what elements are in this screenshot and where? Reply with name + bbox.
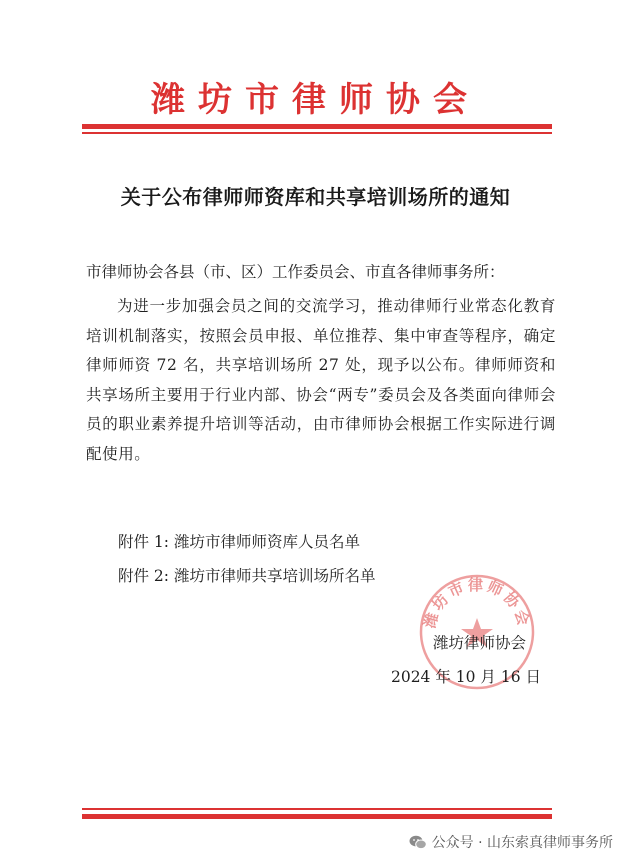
- seal-text: 潍坊市律师协会: [420, 576, 534, 631]
- watermark-text: 公众号 · 山东索真律师事务所: [431, 835, 613, 851]
- watermark: [409, 832, 613, 852]
- org-header: 潍坊市律师协会: [151, 80, 480, 120]
- attachment-2: 附件 2: 潍坊市律师共享培训场所名单: [118, 567, 376, 585]
- header-rule-bottom: [82, 132, 552, 134]
- attachment-1: 附件 1: 潍坊市律师师资库人员名单: [118, 533, 360, 551]
- salutation: 市律师协会各县（市、区）工作委员会、市直各律师事务所：: [86, 263, 505, 281]
- wechat-icon: [409, 835, 427, 850]
- main-paragraph: 为进一步加强会员之间的交流学习，推动律师行业常态化教育培训机制落实，按照会员申报、单位推荐、集中审查等程序，确定律师师资 72 名，共享培训场所 27 处，现予以公布。律师师资和共享场所主要用于行业内部、协会“两专”委员会及各类面向律师会员的职业素养提升培训等活动，由市律师协会根据工作实际进行调配使用。: [86, 297, 556, 463]
- footer-rule-bottom: [82, 814, 552, 819]
- footer-rule-top: [82, 808, 552, 810]
- header-rule-top: [82, 124, 552, 129]
- signature: 潍坊律师协会: [432, 634, 526, 652]
- document-date: 2024 年 10 月 16 日: [390, 668, 541, 686]
- document-title: 关于公布律师师资库和共享培训场所的通知: [120, 185, 511, 209]
